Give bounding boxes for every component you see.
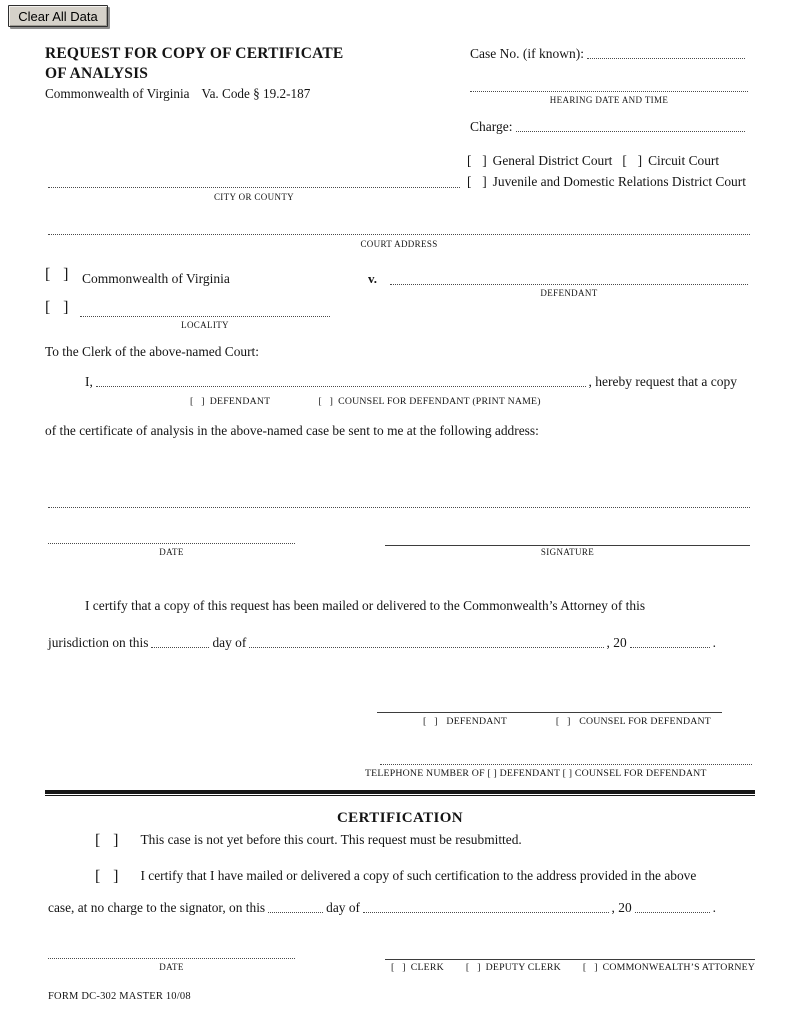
requester-defendant-checkbox[interactable] [190,396,205,407]
telephone-caption: TELEPHONE NUMBER OF [ ] DEFENDANT [ ] COUNSEL FOR DEFENDANT [365,768,707,779]
requester-name-input[interactable] [96,386,586,387]
clerk-day-of-label: day of [326,900,360,915]
officer-signature-line[interactable] [385,959,755,960]
locality-checkbox[interactable] [45,299,68,317]
clerk-day-input[interactable] [268,912,323,913]
request-continuation: of the certificate of analysis in the above-named case be sent to me at the following address: [45,423,539,438]
date-caption: DATE [159,547,184,557]
not-before-court-checkbox[interactable] [95,832,118,850]
deputy-clerk-label: DEPUTY CLERK [485,962,561,973]
form-title-line1: REQUEST FOR COPY OF CERTIFICATE [45,45,344,62]
jurisdiction-label: Commonwealth of Virginia [45,86,190,101]
telephone-input[interactable] [380,764,752,765]
certification-date-input[interactable] [48,958,295,959]
signer-counsel-label: COUNSEL FOR DEFENDANT [579,716,711,727]
clerk-period: . [712,900,716,915]
code-reference: Va. Code § 19.2-187 [201,86,311,101]
hearing-caption: HEARING DATE AND TIME [549,95,669,105]
signer-defendant-checkbox[interactable] [423,716,438,727]
clerk-certify-checkbox[interactable] [95,868,118,886]
signature-line[interactable] [385,545,750,546]
clerk-label: CLERK [410,962,444,973]
certify-year-input[interactable] [630,647,710,648]
hearing-date-input[interactable] [470,91,748,92]
form-id: FORM DC-302 MASTER 10/08 [48,991,191,1002]
general-district-court-label: General District Court [492,153,613,168]
salutation: To the Clerk of the above-named Court: [45,344,259,359]
certify-day-of-label: day of [212,635,247,650]
certify-line2-prefix: jurisdiction on this [48,635,149,650]
commonwealth-checkbox[interactable] [45,266,68,284]
defendant-name-input[interactable] [390,284,748,285]
plaintiff-label: Commonwealth of Virginia [82,271,230,286]
circuit-court-label: Circuit Court [648,153,720,168]
date-input[interactable] [48,543,295,544]
request-suffix: , hereby request that a copy [588,374,737,389]
clerk-month-input[interactable] [363,912,609,913]
versus-label: v. [368,271,378,286]
requester-counsel-label: COUNSEL FOR DEFENDANT (PRINT NAME) [338,396,541,407]
city-county-caption: CITY OR COUNTY [213,192,295,202]
clerk-certify-line2-prefix: case, at no charge to the signator, on this [48,900,266,915]
signer-signature-line[interactable] [377,712,722,713]
certify-line1: I certify that a copy of this request has been mailed or delivered to the Commonwealth’s Attorney of this [85,598,646,613]
case-no-label: Case No. (if known): [470,46,584,61]
locality-input[interactable] [80,316,330,317]
signer-defendant-label: DEFENDANT [446,716,507,727]
signature-caption: SIGNATURE [540,547,595,557]
defendant-caption: DEFENDANT [540,288,598,298]
certify-year-prefix: , 20 [606,635,627,650]
form-title-line2: OF ANALYSIS [45,65,149,82]
certification-heading: CERTIFICATION [336,810,464,826]
deputy-clerk-checkbox[interactable] [466,962,481,973]
requester-defendant-label: DEFENDANT [209,396,271,407]
commonwealths-attorney-label: COMMONWEALTH’S ATTORNEY [602,962,756,973]
clerk-certify-line1: I certify that I have mailed or delivered a copy of such certification to the address provided in the above [140,868,697,883]
locality-caption: LOCALITY [181,320,229,330]
requester-counsel-checkbox[interactable] [318,396,333,407]
not-before-court-label: This case is not yet before this court. This request must be resubmitted. [140,832,522,847]
jdr-court-checkbox[interactable] [467,174,487,190]
clerk-checkbox[interactable] [391,962,406,973]
certify-period: . [712,635,716,650]
case-no-input[interactable] [587,58,745,59]
jdr-court-label: Juvenile and Domestic Relations District Court [492,174,746,189]
commonwealths-attorney-checkbox[interactable] [583,962,598,973]
clear-all-data-button[interactable]: Clear All Data [8,5,108,27]
certification-date-caption: DATE [159,962,184,972]
court-address-caption: COURT ADDRESS [360,239,438,249]
certify-month-input[interactable] [249,647,603,648]
general-district-court-checkbox[interactable] [467,153,487,169]
signer-counsel-checkbox[interactable] [556,716,571,727]
mailing-address-input[interactable] [48,507,750,508]
charge-input[interactable] [516,131,746,132]
charge-label: Charge: [470,119,513,134]
clerk-year-prefix: , 20 [611,900,632,915]
circuit-court-checkbox[interactable] [622,153,642,169]
clerk-year-input[interactable] [635,912,710,913]
city-county-input[interactable] [48,187,460,188]
request-prefix: I, [85,374,93,389]
section-divider [45,790,755,796]
certify-day-input[interactable] [151,647,209,648]
court-address-input[interactable] [48,234,750,235]
